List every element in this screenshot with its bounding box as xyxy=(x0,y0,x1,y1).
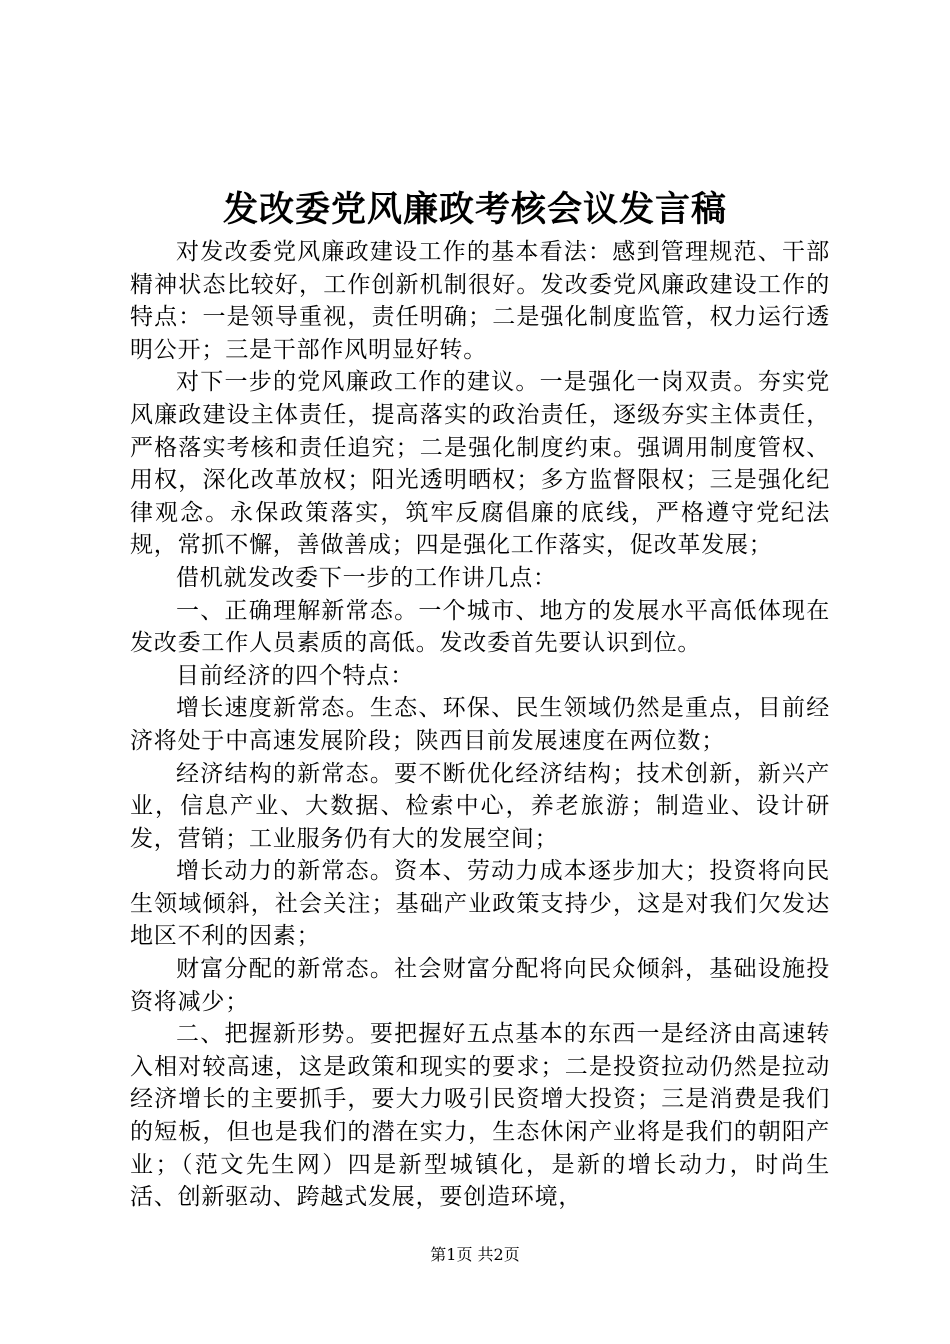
paragraph: 借机就发改委下一步的工作讲几点： xyxy=(176,564,557,591)
paragraph: 增长速度新常态。生态、环保、民生领域仍然是重点，目前经济将处于中高速发展阶段；陕西目前发展速度在两位数； xyxy=(130,695,830,754)
paragraph: 经济结构的新常态。要不断优化经济结构；技术创新，新兴产业，信息产业、大数据、检索中心，养老旅游；制造业、设计研发，营销；工业服务仍有大的发展空间； xyxy=(130,760,830,852)
page-number-footer: 第1页 共2页 xyxy=(430,1245,520,1264)
paragraph: 对下一步的党风廉政工作的建议。一是强化一岗双责。夯实党风廉政建设主体责任，提高落实的政治责任，逐级夯实主体责任，严格落实考核和责任追究；二是强化制度约束。强调用制度管权、用权，深化改革放权；阳光透明晒权；多方监督限权；三是强化纪律观念。永保政策落实，筑牢反腐倡廉的底线，严格遵守党纪法规，常抓不懈，善做善成；四是强化工作落实，促改革发展； xyxy=(130,369,830,559)
paragraph: 财富分配的新常态。社会财富分配将向民众倾斜，基础设施投资将减少； xyxy=(130,956,830,1015)
paragraph: 二、把握新形势。要把握好五点基本的东西一是经济由高速转入相对较高速，这是政策和现实的要求；二是投资拉动仍然是拉动经济增长的主要抓手，要大力吸引民资增大投资；三是消费是我们的短板，但也是我们的潜在实力，生态休闲产业将是我们的朝阳产业；（范文先生网）四是新型城镇化，是新的增长动力，时尚生活、创新驱动、跨越式发展，要创造环境， xyxy=(130,1021,830,1211)
paragraph: 对发改委党风廉政建设工作的基本看法：感到管理规范、干部精神状态比较好，工作创新机制很好。发改委党风廉政建设工作的特点：一是领导重视，责任明确；二是强化制度监管，权力运行透明公开；三是干部作风明显好转。 xyxy=(130,239,830,363)
paragraph: 一、正确理解新常态。一个城市、地方的发展水平高低体现在发改委工作人员素质的高低。发改委首先要认识到位。 xyxy=(130,597,830,657)
paragraph: 增长动力的新常态。资本、劳动力成本逐步加大；投资将向民生领域倾斜，社会关注；基础产业政策支持少，这是对我们欠发达地区不利的因素； xyxy=(130,858,830,950)
document-body xyxy=(130,236,830,1214)
paragraph: 目前经济的四个特点： xyxy=(176,662,414,689)
document-title: 发改委党风廉政考核会议发言稿 xyxy=(222,190,727,230)
